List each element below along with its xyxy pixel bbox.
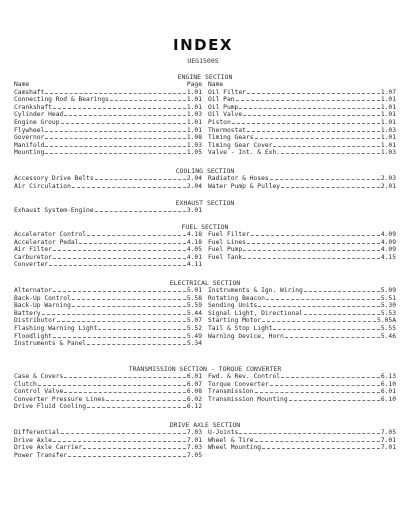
dot-leader bbox=[262, 317, 376, 322]
entry-name: Crankshaft bbox=[14, 103, 52, 111]
entry-page: 1.05 bbox=[186, 149, 202, 157]
entry-name: Control Valve bbox=[14, 388, 64, 396]
entry-name: Torque Converter bbox=[208, 380, 269, 388]
index-entry bbox=[208, 134, 396, 142]
dot-leader bbox=[87, 403, 186, 408]
entry-page: 6.08 bbox=[186, 388, 202, 396]
index-entry bbox=[14, 310, 202, 318]
entry-page: 6.02 bbox=[186, 395, 202, 403]
right-entry-list bbox=[208, 175, 396, 190]
entry-name: Exhaust System-Engine bbox=[14, 207, 94, 214]
dot-leader bbox=[98, 325, 185, 330]
entry-name: Clutch bbox=[14, 380, 37, 388]
entry-page: 5.53 bbox=[380, 309, 396, 317]
entry-page: 1.08 bbox=[186, 134, 202, 142]
entry-page: 5.44 bbox=[186, 309, 202, 317]
entry-page: 1.01 bbox=[380, 96, 396, 104]
entry-page: 1.01 bbox=[186, 126, 202, 134]
entry-name: Wheel & Tire bbox=[208, 436, 254, 444]
index-entry bbox=[14, 396, 202, 404]
entry-page: 1.01 bbox=[380, 118, 396, 126]
index-entry bbox=[208, 325, 396, 333]
index-entry bbox=[14, 104, 202, 112]
left-entry-list bbox=[14, 429, 202, 459]
index-entry bbox=[208, 317, 396, 325]
dot-leader bbox=[72, 302, 186, 307]
dot-leader bbox=[266, 295, 380, 300]
index-entry bbox=[14, 317, 202, 325]
dot-leader bbox=[239, 104, 379, 109]
index-entry bbox=[208, 111, 396, 119]
entry-page: 3.01 bbox=[186, 207, 202, 214]
entry-page: 7.05 bbox=[380, 429, 396, 436]
dot-leader bbox=[53, 246, 186, 251]
index-entry bbox=[208, 175, 396, 183]
index-entry bbox=[14, 261, 202, 269]
entry-name: Converter bbox=[14, 261, 49, 269]
entry-name: Differential bbox=[14, 429, 60, 436]
entry-name: Fuel Tank bbox=[208, 253, 243, 261]
dot-leader bbox=[87, 231, 186, 236]
entry-page: 1.01 bbox=[186, 118, 202, 126]
dot-leader bbox=[64, 111, 186, 116]
cooling-section bbox=[14, 167, 396, 190]
entry-page: 4.15 bbox=[380, 253, 396, 261]
entry-page: 4.01 bbox=[186, 253, 202, 261]
dot-leader bbox=[285, 333, 380, 338]
entry-page: 1.01 bbox=[186, 88, 202, 96]
index-entry bbox=[14, 119, 202, 127]
entry-name: Rotating Beacon bbox=[208, 294, 265, 302]
dot-leader bbox=[236, 96, 380, 101]
entry-name: Accelerator Control bbox=[14, 231, 87, 238]
entry-page: 5.05A bbox=[377, 317, 396, 325]
index-entry bbox=[14, 403, 202, 411]
entry-page: 1.01 bbox=[380, 111, 396, 119]
entry-page: 2.03 bbox=[380, 175, 396, 182]
dot-leader bbox=[64, 388, 186, 393]
entry-name: Warning Device, Horn bbox=[208, 332, 284, 340]
index-entry bbox=[208, 295, 396, 303]
dot-leader bbox=[45, 89, 185, 94]
entry-page: 1.01 bbox=[380, 134, 396, 142]
exhaust-section bbox=[14, 199, 396, 215]
index-entry bbox=[208, 302, 396, 310]
dot-leader bbox=[64, 373, 186, 378]
entry-page: 5.09 bbox=[380, 287, 396, 294]
index-entry bbox=[208, 89, 396, 97]
index-entry bbox=[208, 254, 396, 262]
entry-name: Water Pump & Pulley bbox=[208, 182, 281, 190]
dot-leader bbox=[72, 183, 186, 188]
index-entry bbox=[208, 429, 396, 437]
dot-leader bbox=[95, 175, 186, 180]
entry-name: Transmission bbox=[208, 388, 254, 396]
electrical-section bbox=[14, 279, 396, 348]
index-entry bbox=[208, 396, 396, 404]
entry-name: Flashing Warning Light bbox=[14, 324, 98, 332]
entry-page: 5.49 bbox=[186, 332, 202, 340]
entry-name: Flywheel bbox=[14, 126, 45, 134]
index-entry bbox=[14, 246, 202, 254]
entry-page: 1.01 bbox=[186, 103, 202, 111]
left-entry-list bbox=[14, 89, 202, 157]
entry-name: Oil Valve bbox=[208, 111, 243, 119]
entry-name: Case & Covers bbox=[14, 373, 64, 380]
dot-leader bbox=[95, 207, 186, 212]
index-entry bbox=[14, 175, 202, 183]
entry-name: Drive Axle Carrier bbox=[14, 444, 83, 452]
entry-name: Power Transfer bbox=[14, 451, 68, 459]
dot-leader bbox=[87, 340, 186, 345]
index-entry bbox=[14, 429, 202, 437]
left-entry-list bbox=[14, 287, 202, 348]
entry-page: 5.46 bbox=[380, 332, 396, 340]
entry-page: 7.01 bbox=[380, 444, 396, 452]
index-entry bbox=[208, 239, 396, 247]
dot-leader bbox=[53, 333, 186, 338]
section-title: DRIVE AXLE SECTION bbox=[169, 421, 241, 429]
entry-name: Tail & Stop Light bbox=[208, 324, 273, 332]
entry-page: 5.51 bbox=[380, 294, 396, 302]
dot-leader bbox=[243, 254, 380, 259]
entry-name: Wheel Mounting bbox=[208, 444, 262, 452]
entry-page: 4.11 bbox=[186, 261, 202, 269]
right-entry-list bbox=[208, 373, 396, 403]
entry-page: 4.18 bbox=[186, 238, 202, 246]
entry-name: Back-Up Warning bbox=[14, 302, 71, 310]
dot-leader bbox=[273, 142, 379, 147]
left-entry-list bbox=[14, 373, 202, 411]
model-code: UEG1500S bbox=[187, 57, 219, 65]
dot-leader bbox=[53, 437, 186, 442]
dot-leader bbox=[255, 388, 380, 393]
entry-name: Thermostat bbox=[208, 126, 246, 134]
dot-leader bbox=[83, 444, 186, 449]
entry-page: 1.03 bbox=[186, 141, 202, 149]
entry-page: 5.58 bbox=[186, 294, 202, 302]
entry-name: Sending Units bbox=[208, 302, 258, 310]
entry-page: 5.59 bbox=[186, 302, 202, 310]
entry-name: Engine Group bbox=[14, 118, 60, 126]
entry-name: Oil Filter bbox=[208, 88, 246, 96]
entry-page: 7.03 bbox=[186, 429, 202, 436]
index-entry bbox=[208, 373, 396, 381]
entry-page: 1.03 bbox=[186, 111, 202, 119]
index-entry bbox=[14, 388, 202, 396]
dot-leader bbox=[281, 373, 380, 378]
dot-leader bbox=[38, 381, 186, 386]
entry-name: Back-Up Control bbox=[14, 294, 71, 302]
dot-leader bbox=[243, 111, 380, 116]
entry-name: Fuel Pump bbox=[208, 246, 243, 254]
dot-leader bbox=[45, 127, 185, 132]
entry-page: 2.04 bbox=[186, 182, 202, 190]
left-entry-list bbox=[14, 207, 202, 215]
entry-name: Fuel Filter bbox=[208, 231, 250, 238]
entry-name: Converter Pressure Lines bbox=[14, 395, 105, 403]
entry-page: 1.01 bbox=[186, 96, 202, 104]
index-entry bbox=[208, 104, 396, 112]
dot-leader bbox=[289, 396, 380, 401]
dot-leader bbox=[57, 317, 186, 322]
dot-leader bbox=[68, 452, 186, 457]
dot-leader bbox=[42, 310, 186, 315]
index-entry bbox=[14, 96, 202, 104]
entry-page: 5.55 bbox=[380, 324, 396, 332]
entry-name: Floodlight bbox=[14, 332, 52, 340]
entry-name: Distributor bbox=[14, 317, 56, 325]
header-name: Name bbox=[14, 81, 30, 88]
index-entry bbox=[14, 254, 202, 262]
drive-axle-section bbox=[14, 421, 396, 459]
right-entry-list bbox=[208, 231, 396, 261]
index-entry bbox=[14, 325, 202, 333]
dot-leader bbox=[270, 175, 380, 180]
index-entry bbox=[14, 89, 202, 97]
dot-leader bbox=[49, 261, 186, 266]
fuel-section bbox=[14, 223, 396, 269]
entry-name: Oil Pump bbox=[208, 103, 239, 111]
entry-page: 5.07 bbox=[186, 317, 202, 325]
dot-leader bbox=[79, 239, 185, 244]
entry-page: 1.01 bbox=[380, 141, 396, 149]
index-entry bbox=[14, 142, 202, 150]
entry-page: 2.01 bbox=[380, 182, 396, 190]
entry-name: Starting Motor bbox=[208, 317, 262, 325]
dot-leader bbox=[247, 239, 380, 244]
dot-leader bbox=[255, 134, 380, 139]
dot-leader bbox=[262, 444, 380, 449]
entry-name: Connecting Rod & Bearings bbox=[14, 96, 109, 104]
page-title: INDEX bbox=[173, 36, 233, 54]
entry-page: 5.52 bbox=[186, 324, 202, 332]
entry-name: U-Joints bbox=[208, 429, 239, 436]
index-entry bbox=[14, 231, 202, 239]
section-title: EXHAUST SECTION bbox=[175, 199, 235, 207]
entry-page: 1.03 bbox=[380, 149, 396, 157]
entry-name: Accessory Drive Belts bbox=[14, 175, 94, 182]
dot-leader bbox=[110, 96, 186, 101]
dot-leader bbox=[304, 287, 380, 292]
entry-name: Timing Gears bbox=[208, 134, 254, 142]
entry-name: Valve - Int. & Exh. bbox=[208, 149, 281, 157]
entry-page: 4.18 bbox=[186, 231, 202, 238]
entry-name: Accelerator Pedal bbox=[14, 238, 79, 246]
index-entry bbox=[208, 381, 396, 389]
index-entry bbox=[208, 149, 396, 157]
entry-name: Radiator & Hoses bbox=[208, 175, 269, 182]
left-entry-list bbox=[14, 231, 202, 269]
entry-page: 1.07 bbox=[380, 88, 396, 96]
entry-name: Cylinder Head bbox=[14, 111, 64, 119]
entry-page: 5.30 bbox=[380, 302, 396, 310]
dot-leader bbox=[53, 254, 186, 259]
index-entry bbox=[14, 207, 202, 215]
dot-leader bbox=[281, 183, 380, 188]
entry-name: Drive Fluid Cooling bbox=[14, 403, 87, 411]
header-name: Name bbox=[208, 81, 224, 88]
dot-leader bbox=[304, 310, 380, 315]
entry-page: 5.34 bbox=[186, 340, 202, 348]
index-entry bbox=[208, 142, 396, 150]
index-entry bbox=[208, 287, 396, 295]
entry-name: Air Filter bbox=[14, 246, 52, 254]
index-entry bbox=[14, 444, 202, 452]
entry-page: 7.03 bbox=[186, 444, 202, 452]
column-header bbox=[208, 81, 396, 89]
index-entry bbox=[208, 444, 396, 452]
index-entry bbox=[208, 96, 396, 104]
dot-leader bbox=[45, 134, 185, 139]
entry-name: Fwd. & Rev. Control bbox=[208, 373, 281, 380]
section-title: ENGINE SECTION bbox=[177, 73, 233, 81]
dot-leader bbox=[281, 149, 380, 154]
entry-name: Oil Pan bbox=[208, 96, 235, 104]
dot-leader bbox=[239, 429, 379, 434]
index-entry bbox=[208, 127, 396, 135]
dot-leader bbox=[243, 246, 380, 251]
right-entry-list bbox=[208, 429, 396, 452]
left-entry-list bbox=[14, 175, 202, 190]
dot-leader bbox=[247, 89, 380, 94]
section-title: COOLING SECTION bbox=[175, 167, 235, 175]
dot-leader bbox=[61, 429, 186, 434]
index-entry bbox=[208, 183, 396, 191]
dot-leader bbox=[53, 104, 186, 109]
dot-leader bbox=[270, 381, 380, 386]
dot-leader bbox=[72, 295, 186, 300]
index-entry bbox=[14, 381, 202, 389]
entry-page: 4.09 bbox=[380, 238, 396, 246]
dot-leader bbox=[273, 325, 379, 330]
dot-leader bbox=[45, 149, 185, 154]
entry-name: Mounting bbox=[14, 149, 45, 157]
entry-name: Alternator bbox=[14, 287, 52, 294]
entry-name: Manifold bbox=[14, 141, 45, 149]
index-entry bbox=[14, 302, 202, 310]
entry-page: 7.01 bbox=[380, 436, 396, 444]
entry-name: Timing Gear Cover bbox=[208, 141, 273, 149]
header-page: Page bbox=[186, 81, 202, 88]
index-entry bbox=[14, 149, 202, 157]
dot-leader bbox=[106, 396, 186, 401]
entry-name: Instruments & Ign. Wiring bbox=[208, 287, 303, 294]
transmission-section bbox=[14, 365, 396, 411]
index-entry bbox=[14, 287, 202, 295]
entry-name: Governor bbox=[14, 134, 45, 142]
entry-name: Air Circulation bbox=[14, 182, 71, 190]
index-entry bbox=[14, 127, 202, 135]
index-entry bbox=[208, 310, 396, 318]
index-entry bbox=[208, 231, 396, 239]
index-entry bbox=[14, 437, 202, 445]
index-entry bbox=[14, 373, 202, 381]
right-entry-list bbox=[208, 287, 396, 340]
entry-page: 6.01 bbox=[186, 373, 202, 380]
index-entry bbox=[208, 333, 396, 341]
index-entry bbox=[14, 239, 202, 247]
entry-name: Camshaft bbox=[14, 88, 45, 96]
index-entry bbox=[208, 388, 396, 396]
entry-page: 6.01 bbox=[380, 388, 396, 396]
engine-section bbox=[14, 73, 396, 157]
entry-name: Fuel Lines bbox=[208, 238, 246, 246]
entry-page: 1.01 bbox=[380, 103, 396, 111]
index-entry bbox=[14, 111, 202, 119]
entry-page: 5.01 bbox=[186, 287, 202, 294]
dot-leader bbox=[61, 119, 186, 124]
entry-name: Battery bbox=[14, 309, 41, 317]
entry-page: 6.13 bbox=[380, 373, 396, 380]
entry-page: 1.03 bbox=[380, 126, 396, 134]
index-entry bbox=[208, 246, 396, 254]
dot-leader bbox=[258, 302, 380, 307]
dot-leader bbox=[232, 119, 380, 124]
entry-page: 4.05 bbox=[186, 246, 202, 254]
index-entry bbox=[14, 340, 202, 348]
section-title: ELECTRICAL SECTION bbox=[169, 279, 241, 287]
dot-leader bbox=[53, 287, 186, 292]
entry-page: 6.07 bbox=[186, 380, 202, 388]
index-entry bbox=[208, 437, 396, 445]
entry-page: 2.04 bbox=[186, 175, 202, 182]
dot-leader bbox=[45, 142, 185, 147]
entry-page: 7.05 bbox=[186, 451, 202, 459]
index-entry bbox=[14, 333, 202, 341]
entry-page: 6.10 bbox=[380, 380, 396, 388]
index-entry bbox=[14, 134, 202, 142]
entry-name: Instruments & Panel bbox=[14, 340, 87, 348]
entry-name: Carburetor bbox=[14, 253, 52, 261]
dot-leader bbox=[247, 127, 380, 132]
index-entry bbox=[208, 119, 396, 127]
dot-leader bbox=[255, 437, 380, 442]
entry-page: 7.01 bbox=[186, 436, 202, 444]
section-title: FUEL SECTION bbox=[181, 223, 229, 231]
entry-name: Signal Light, Directional bbox=[208, 309, 303, 317]
entry-name: Drive Axle bbox=[14, 436, 52, 444]
entry-page: 4.09 bbox=[380, 246, 396, 254]
entry-name: Piston bbox=[208, 118, 231, 126]
index-entry bbox=[14, 183, 202, 191]
column-header bbox=[14, 81, 202, 89]
entry-page: 6.12 bbox=[186, 403, 202, 411]
entry-page: 4.09 bbox=[380, 231, 396, 238]
right-entry-list bbox=[208, 89, 396, 157]
section-title: TRANSMISSION SECTION - TORQUE CONVERTER bbox=[128, 365, 282, 373]
index-entry bbox=[14, 295, 202, 303]
dot-leader bbox=[251, 231, 380, 236]
entry-page: 6.10 bbox=[380, 395, 396, 403]
index-entry bbox=[14, 452, 202, 460]
entry-name: Transmission Mounting bbox=[208, 395, 288, 403]
